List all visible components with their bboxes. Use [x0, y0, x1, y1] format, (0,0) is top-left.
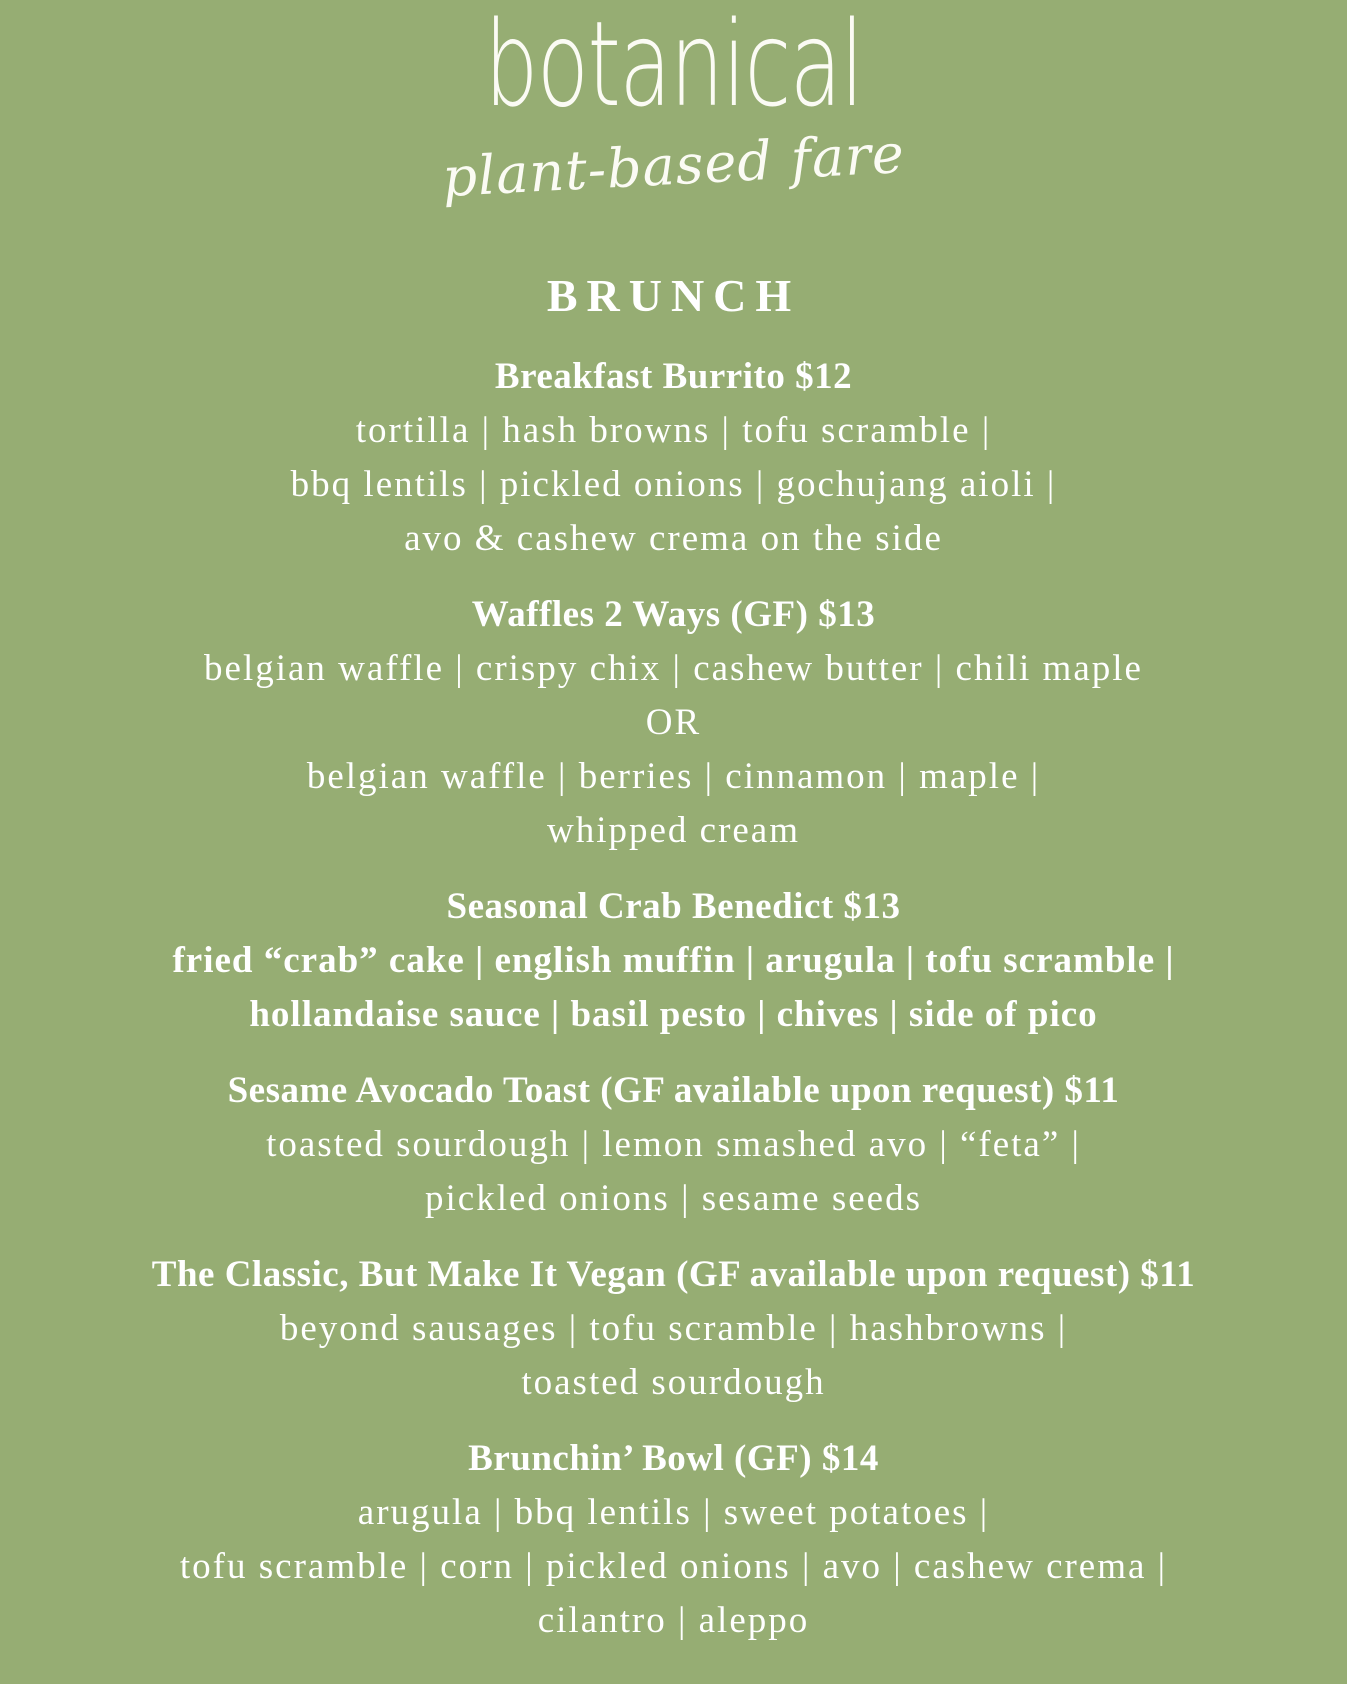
- menu-item: [0, 350, 1347, 566]
- menu-item-description: whipped cream: [546, 810, 801, 851]
- menu-item-description: tofu scramble | corn | pickled onions | avo | cashew crema |: [179, 1546, 1168, 1587]
- menu-item-description: OR: [645, 702, 702, 743]
- menu-item-description: fried “crab” cake | english muffin | arugula | tofu scramble |: [172, 940, 1175, 981]
- menu-item-description: beyond sausages | tofu scramble | hashbrowns |: [279, 1308, 1068, 1349]
- menu-item-name: The Classic, But Make It Vegan (GF available upon request) $11: [151, 1254, 1196, 1295]
- menu-item-description: bbq lentils | pickled onions | gochujang aioli |: [290, 464, 1057, 505]
- menu-item: [0, 1432, 1347, 1648]
- menu-item: [0, 880, 1347, 1042]
- menu-item-description: toasted sourdough | lemon smashed avo | “feta” |: [266, 1124, 1081, 1165]
- menu-item: [0, 1248, 1347, 1410]
- restaurant-logo: [0, 0, 1347, 210]
- menu-item: [0, 588, 1347, 858]
- menu-item-description: cilantro | aleppo: [537, 1600, 810, 1641]
- menu-item-name: Sesame Avocado Toast (GF available upon request) $11: [227, 1070, 1120, 1111]
- brand-name: botanical: [484, 0, 863, 133]
- menu-item-description: hollandaise sauce | basil pesto | chives | side of pico: [249, 994, 1098, 1035]
- menu-items: [0, 350, 1347, 1670]
- menu-item-name: Seasonal Crab Benedict $13: [446, 886, 901, 927]
- menu-item-description: toasted sourdough: [521, 1362, 826, 1403]
- brand-tagline: plant-based fare: [440, 121, 907, 210]
- menu-item-description: belgian waffle | berries | cinnamon | maple |: [306, 756, 1041, 797]
- menu-item-description: pickled onions | sesame seeds: [425, 1178, 922, 1219]
- section-title: BRUNCH: [546, 270, 801, 321]
- menu-item-name: Waffles 2 Ways (GF) $13: [471, 594, 876, 635]
- menu-item-description: avo & cashew crema on the side: [404, 518, 943, 559]
- menu-item: [0, 1064, 1347, 1226]
- menu-item-description: arugula | bbq lentils | sweet potatoes |: [357, 1492, 990, 1533]
- menu-item-name: Brunchin’ Bowl (GF) $14: [468, 1438, 879, 1479]
- menu-item-description: belgian waffle | crispy chix | cashew butter | chili maple: [204, 648, 1143, 689]
- menu-item-description: tortilla | hash browns | tofu scramble |: [355, 410, 992, 451]
- menu-item-name: Breakfast Burrito $12: [494, 356, 853, 397]
